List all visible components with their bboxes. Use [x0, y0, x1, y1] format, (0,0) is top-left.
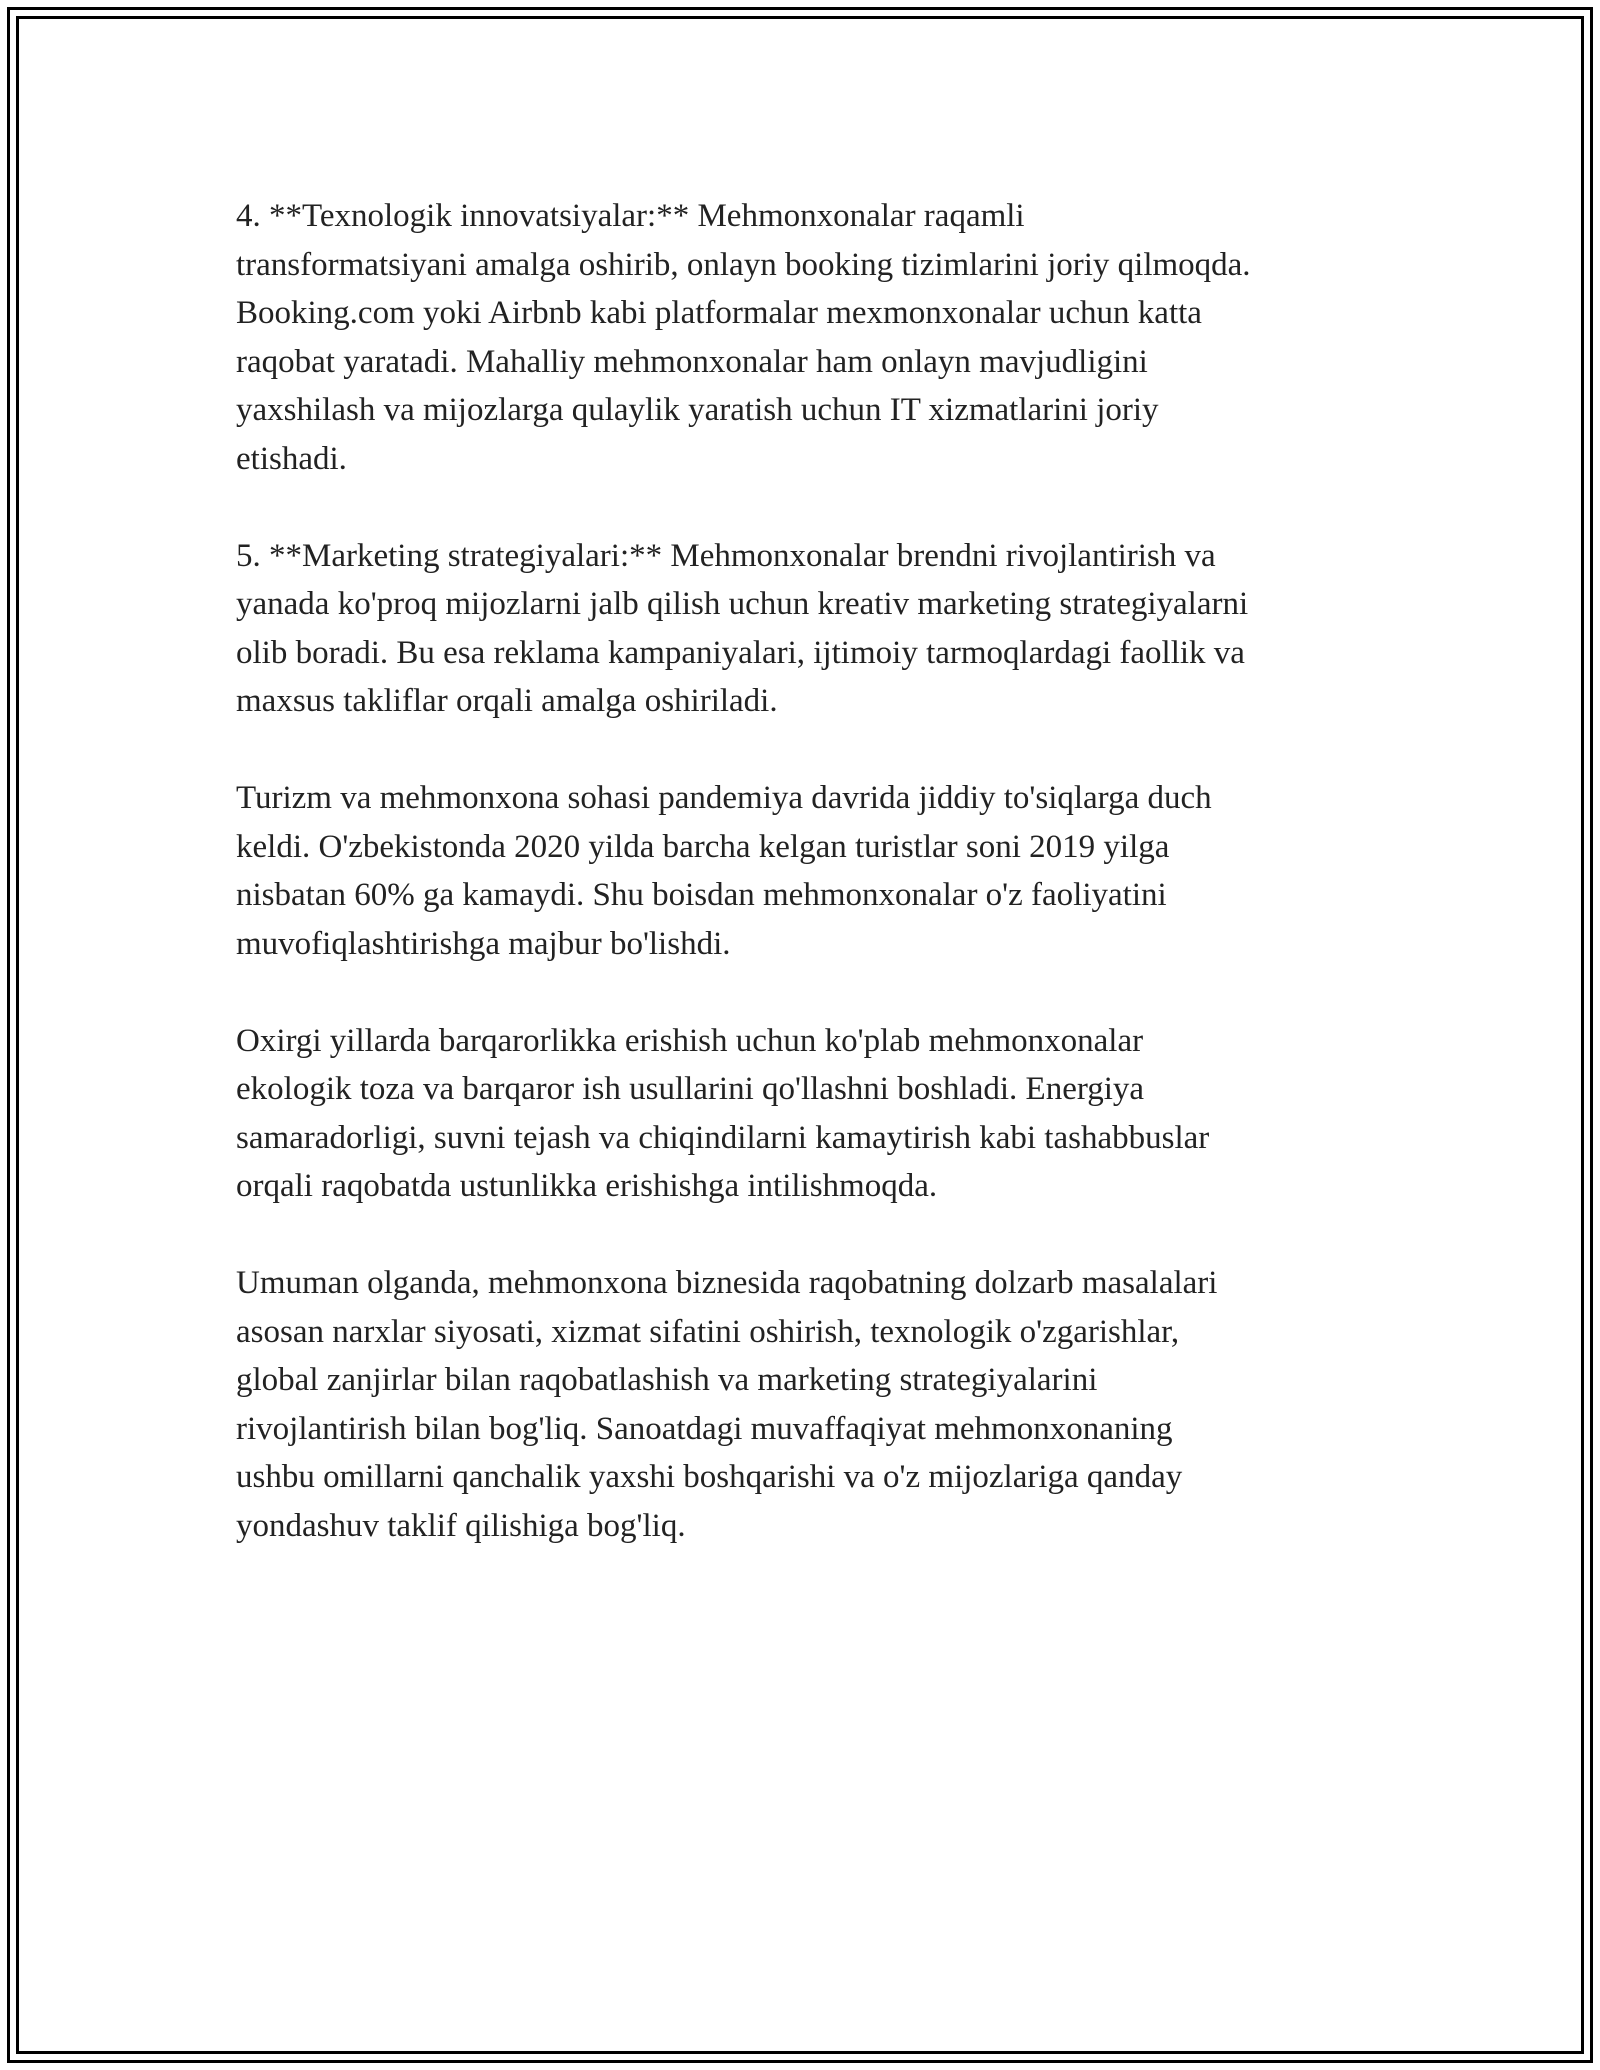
paragraph-pandemic-impact: Turizm va mehmonxona sohasi pandemiya davrida jiddiy to'siqlarga duch keldi. O'zbekistonda 2020 yilda barcha kelgan turistlar soni 2019 yilga nisbatan 60% ga kamaydi. Shu boisdan mehmonxonalar o'z faoliyatini muvofiqlashtirishga majbur bo'lishdi.: [236, 780, 1212, 962]
paragraph-marketing-strategies: 5. **Marketing strategiyalari:** Mehmonxonalar brendni rivojlantirish va yanada ko'proq mijozlarni jalb qilish uchun kreativ marketing strategiyalarni olib boradi. Bu esa reklama kampaniyalari, ijtimoiy tarmoqlardagi faollik va maxsus takliflar orqali amalga oshiriladi.: [236, 537, 1249, 719]
paragraph-conclusion: Umuman olganda, mehmonxona biznesida raqobatning dolzarb masalalari asosan narxlar siyosati, xizmat sifatini oshirish, texnologik o'zgarishlar, global zanjirlar bilan raqobatlashish va marketing strategiyalarini rivojlantirish bilan bog'liq. Sanoatdagi muvaffaqiyat mehmonxonaning ushbu omillarni qanchalik yaxshi boshqarishi va o'z mijozlariga qanday yondashuv taklif qilishiga bog'liq.: [236, 1265, 1218, 1544]
document-body: [236, 192, 1416, 1599]
paragraph-technology-innovations: 4. **Texnologik innovatsiyalar:** Mehmonxonalar raqamli transformatsiyani amalga oshirib, onlayn booking tizimlarini joriy qilmoqda. Booking.com yoki Airbnb kabi platformalar mexmonxonalar uchun katta raqobat yaratadi. Mahalliy mehmonxonalar ham onlayn mavjudligini yaxshilash va mijozlarga qulaylik yaratish uchun IT xizmatlarini joriy etishadi.: [236, 198, 1251, 477]
paragraph-sustainability: Oxirgi yillarda barqarorlikka erishish uchun ko'plab mehmonxonalar ekologik toza va barqaror ish usullarini qo'llashni boshladi. Energiya samaradorligi, suvni tejash va chiqindilarni kamaytirish kabi tashabbuslar orqali raqobatda ustunlikka erishishga intilishmoqda.: [236, 1022, 1210, 1204]
